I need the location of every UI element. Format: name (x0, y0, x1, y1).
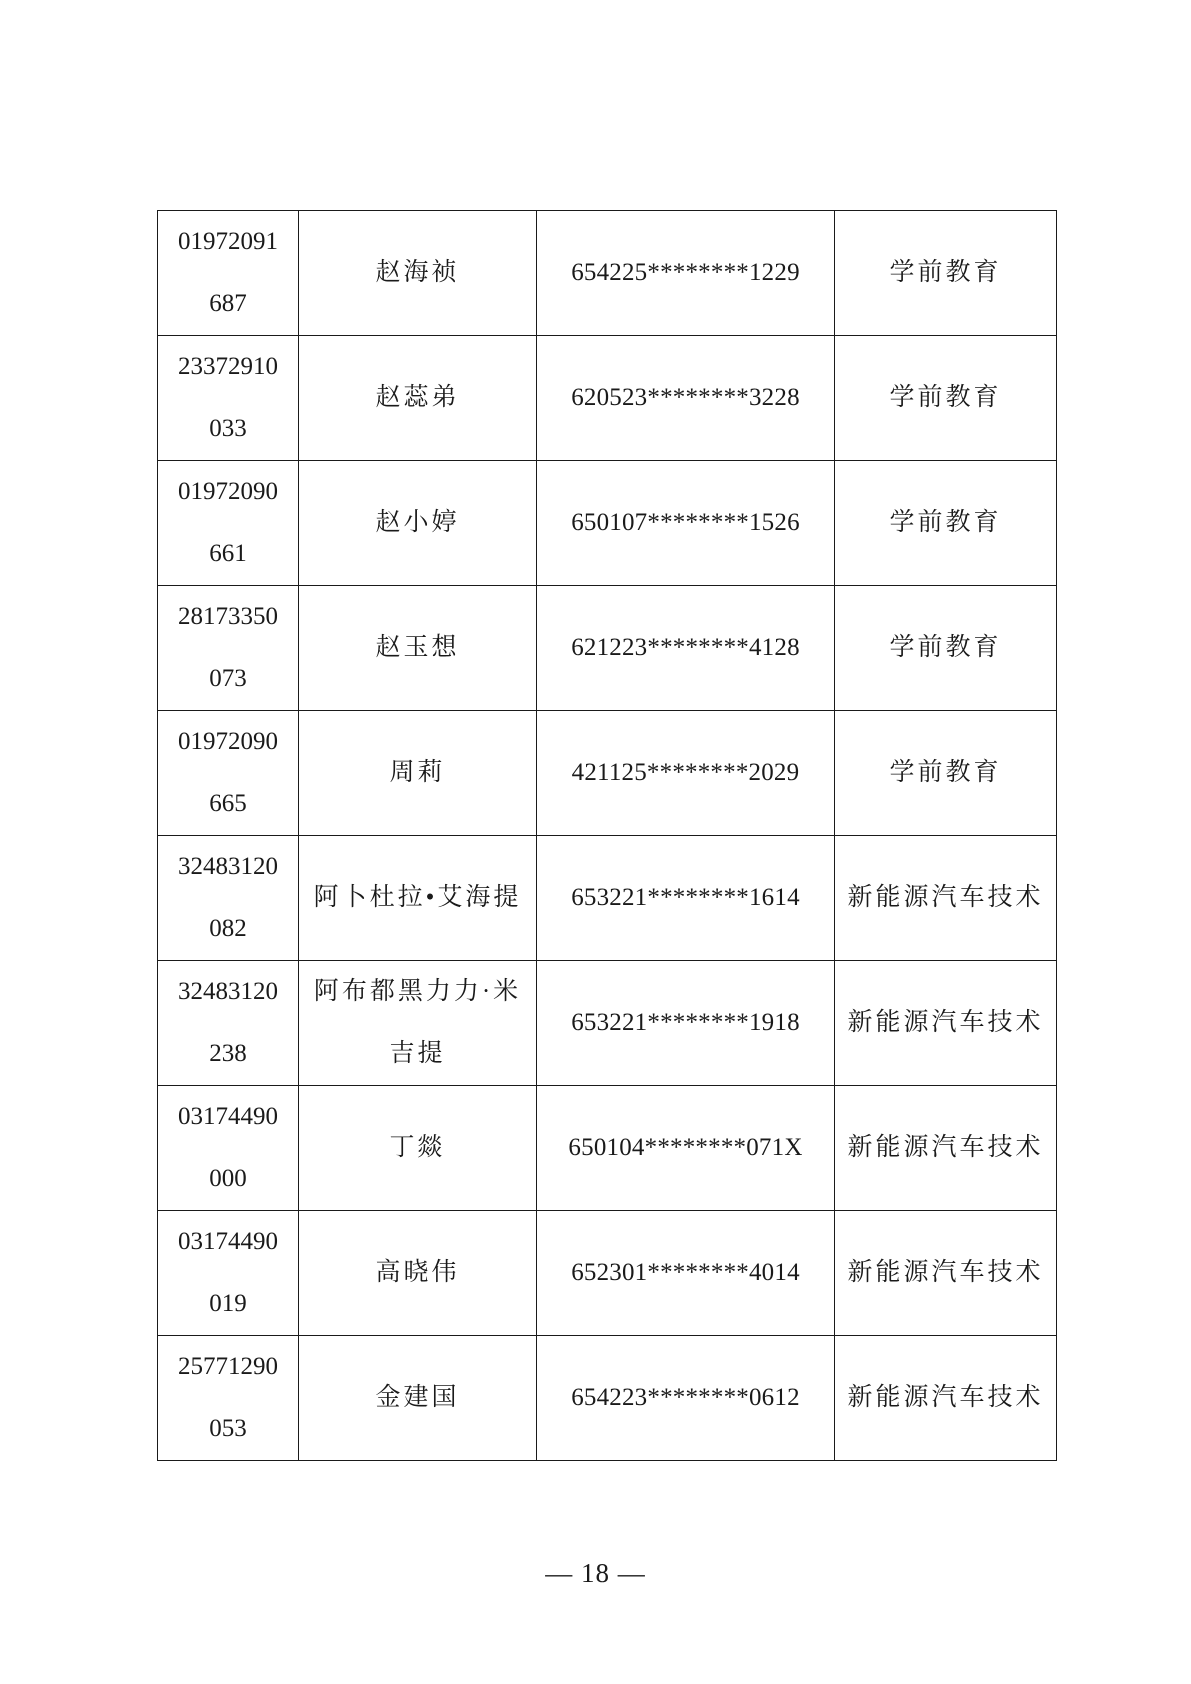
exam-number-part-1: 25771290 (178, 1353, 278, 1380)
id-card-cell: 620523********3228 (537, 336, 835, 461)
exam-number-part-2: 687 (209, 290, 247, 317)
id-card-cell: 621223********4128 (537, 586, 835, 711)
id-card-cell: 650104********071X (537, 1086, 835, 1211)
exam-number-cell (158, 1336, 299, 1461)
exam-number-part-2: 073 (209, 665, 247, 692)
id-card-cell: 654225********1229 (537, 211, 835, 336)
page-number: — 18 — (545, 1558, 646, 1588)
major-cell: 学前教育 (835, 211, 1057, 336)
id-card-cell: 650107********1526 (537, 461, 835, 586)
exam-number-part-1: 32483120 (178, 853, 278, 880)
major-cell: 新能源汽车技术 (835, 836, 1057, 961)
major-cell: 新能源汽车技术 (835, 1211, 1057, 1336)
table-row (158, 1086, 1057, 1211)
student-name-cell: 赵蕊弟 (299, 336, 537, 461)
exam-number-cell (158, 461, 299, 586)
table-row (158, 211, 1057, 336)
roster-table-body (158, 211, 1057, 1461)
student-name-cell: 赵海祯 (299, 211, 537, 336)
exam-number-cell (158, 586, 299, 711)
exam-number-part-1: 01972091 (178, 228, 278, 255)
student-name-cell: 丁燚 (299, 1086, 537, 1211)
exam-number-cell (158, 836, 299, 961)
exam-number-part-1: 32483120 (178, 978, 278, 1005)
major-cell: 新能源汽车技术 (835, 1336, 1057, 1461)
major-cell: 新能源汽车技术 (835, 961, 1057, 1086)
exam-number-part-2: 238 (209, 1040, 247, 1067)
student-name-cell: 金建国 (299, 1336, 537, 1461)
exam-number-part-1: 01972090 (178, 728, 278, 755)
exam-number-part-2: 082 (209, 915, 247, 942)
student-name-cell: 阿卜杜拉•艾海提 (299, 836, 537, 961)
id-card-cell: 653221********1918 (537, 961, 835, 1086)
id-card-cell: 652301********4014 (537, 1211, 835, 1336)
exam-number-part-2: 000 (209, 1165, 247, 1192)
exam-number-part-2: 033 (209, 415, 247, 442)
student-roster-table (157, 210, 1057, 1461)
id-card-cell: 421125********2029 (537, 711, 835, 836)
student-name-cell: 高晓伟 (299, 1211, 537, 1336)
exam-number-part-1: 28173350 (178, 603, 278, 630)
table-row (158, 1336, 1057, 1461)
table-row (158, 461, 1057, 586)
exam-number-cell (158, 336, 299, 461)
id-card-cell: 654223********0612 (537, 1336, 835, 1461)
major-cell: 学前教育 (835, 336, 1057, 461)
major-cell: 学前教育 (835, 711, 1057, 836)
id-card-cell: 653221********1614 (537, 836, 835, 961)
exam-number-part-1: 23372910 (178, 353, 278, 380)
exam-number-part-1: 01972090 (178, 478, 278, 505)
exam-number-cell (158, 1211, 299, 1336)
exam-number-cell (158, 211, 299, 336)
exam-number-part-1: 03174490 (178, 1228, 278, 1255)
student-name-cell: 阿布都黑力力·米吉提 (299, 961, 537, 1086)
table-row (158, 836, 1057, 961)
exam-number-part-2: 019 (209, 1290, 247, 1317)
exam-number-part-2: 665 (209, 790, 247, 817)
major-cell: 学前教育 (835, 461, 1057, 586)
table-row (158, 1211, 1057, 1336)
table-row (158, 711, 1057, 836)
student-name-cell: 赵小婷 (299, 461, 537, 586)
exam-number-part-2: 661 (209, 540, 247, 567)
exam-number-part-2: 053 (209, 1415, 247, 1442)
exam-number-cell (158, 961, 299, 1086)
student-name-cell: 赵玉想 (299, 586, 537, 711)
major-cell: 学前教育 (835, 586, 1057, 711)
table-row (158, 586, 1057, 711)
major-cell: 新能源汽车技术 (835, 1086, 1057, 1211)
exam-number-cell (158, 1086, 299, 1211)
exam-number-cell (158, 711, 299, 836)
student-name-cell: 周莉 (299, 711, 537, 836)
table-row (158, 961, 1057, 1086)
exam-number-part-1: 03174490 (178, 1103, 278, 1130)
table-row (158, 336, 1057, 461)
